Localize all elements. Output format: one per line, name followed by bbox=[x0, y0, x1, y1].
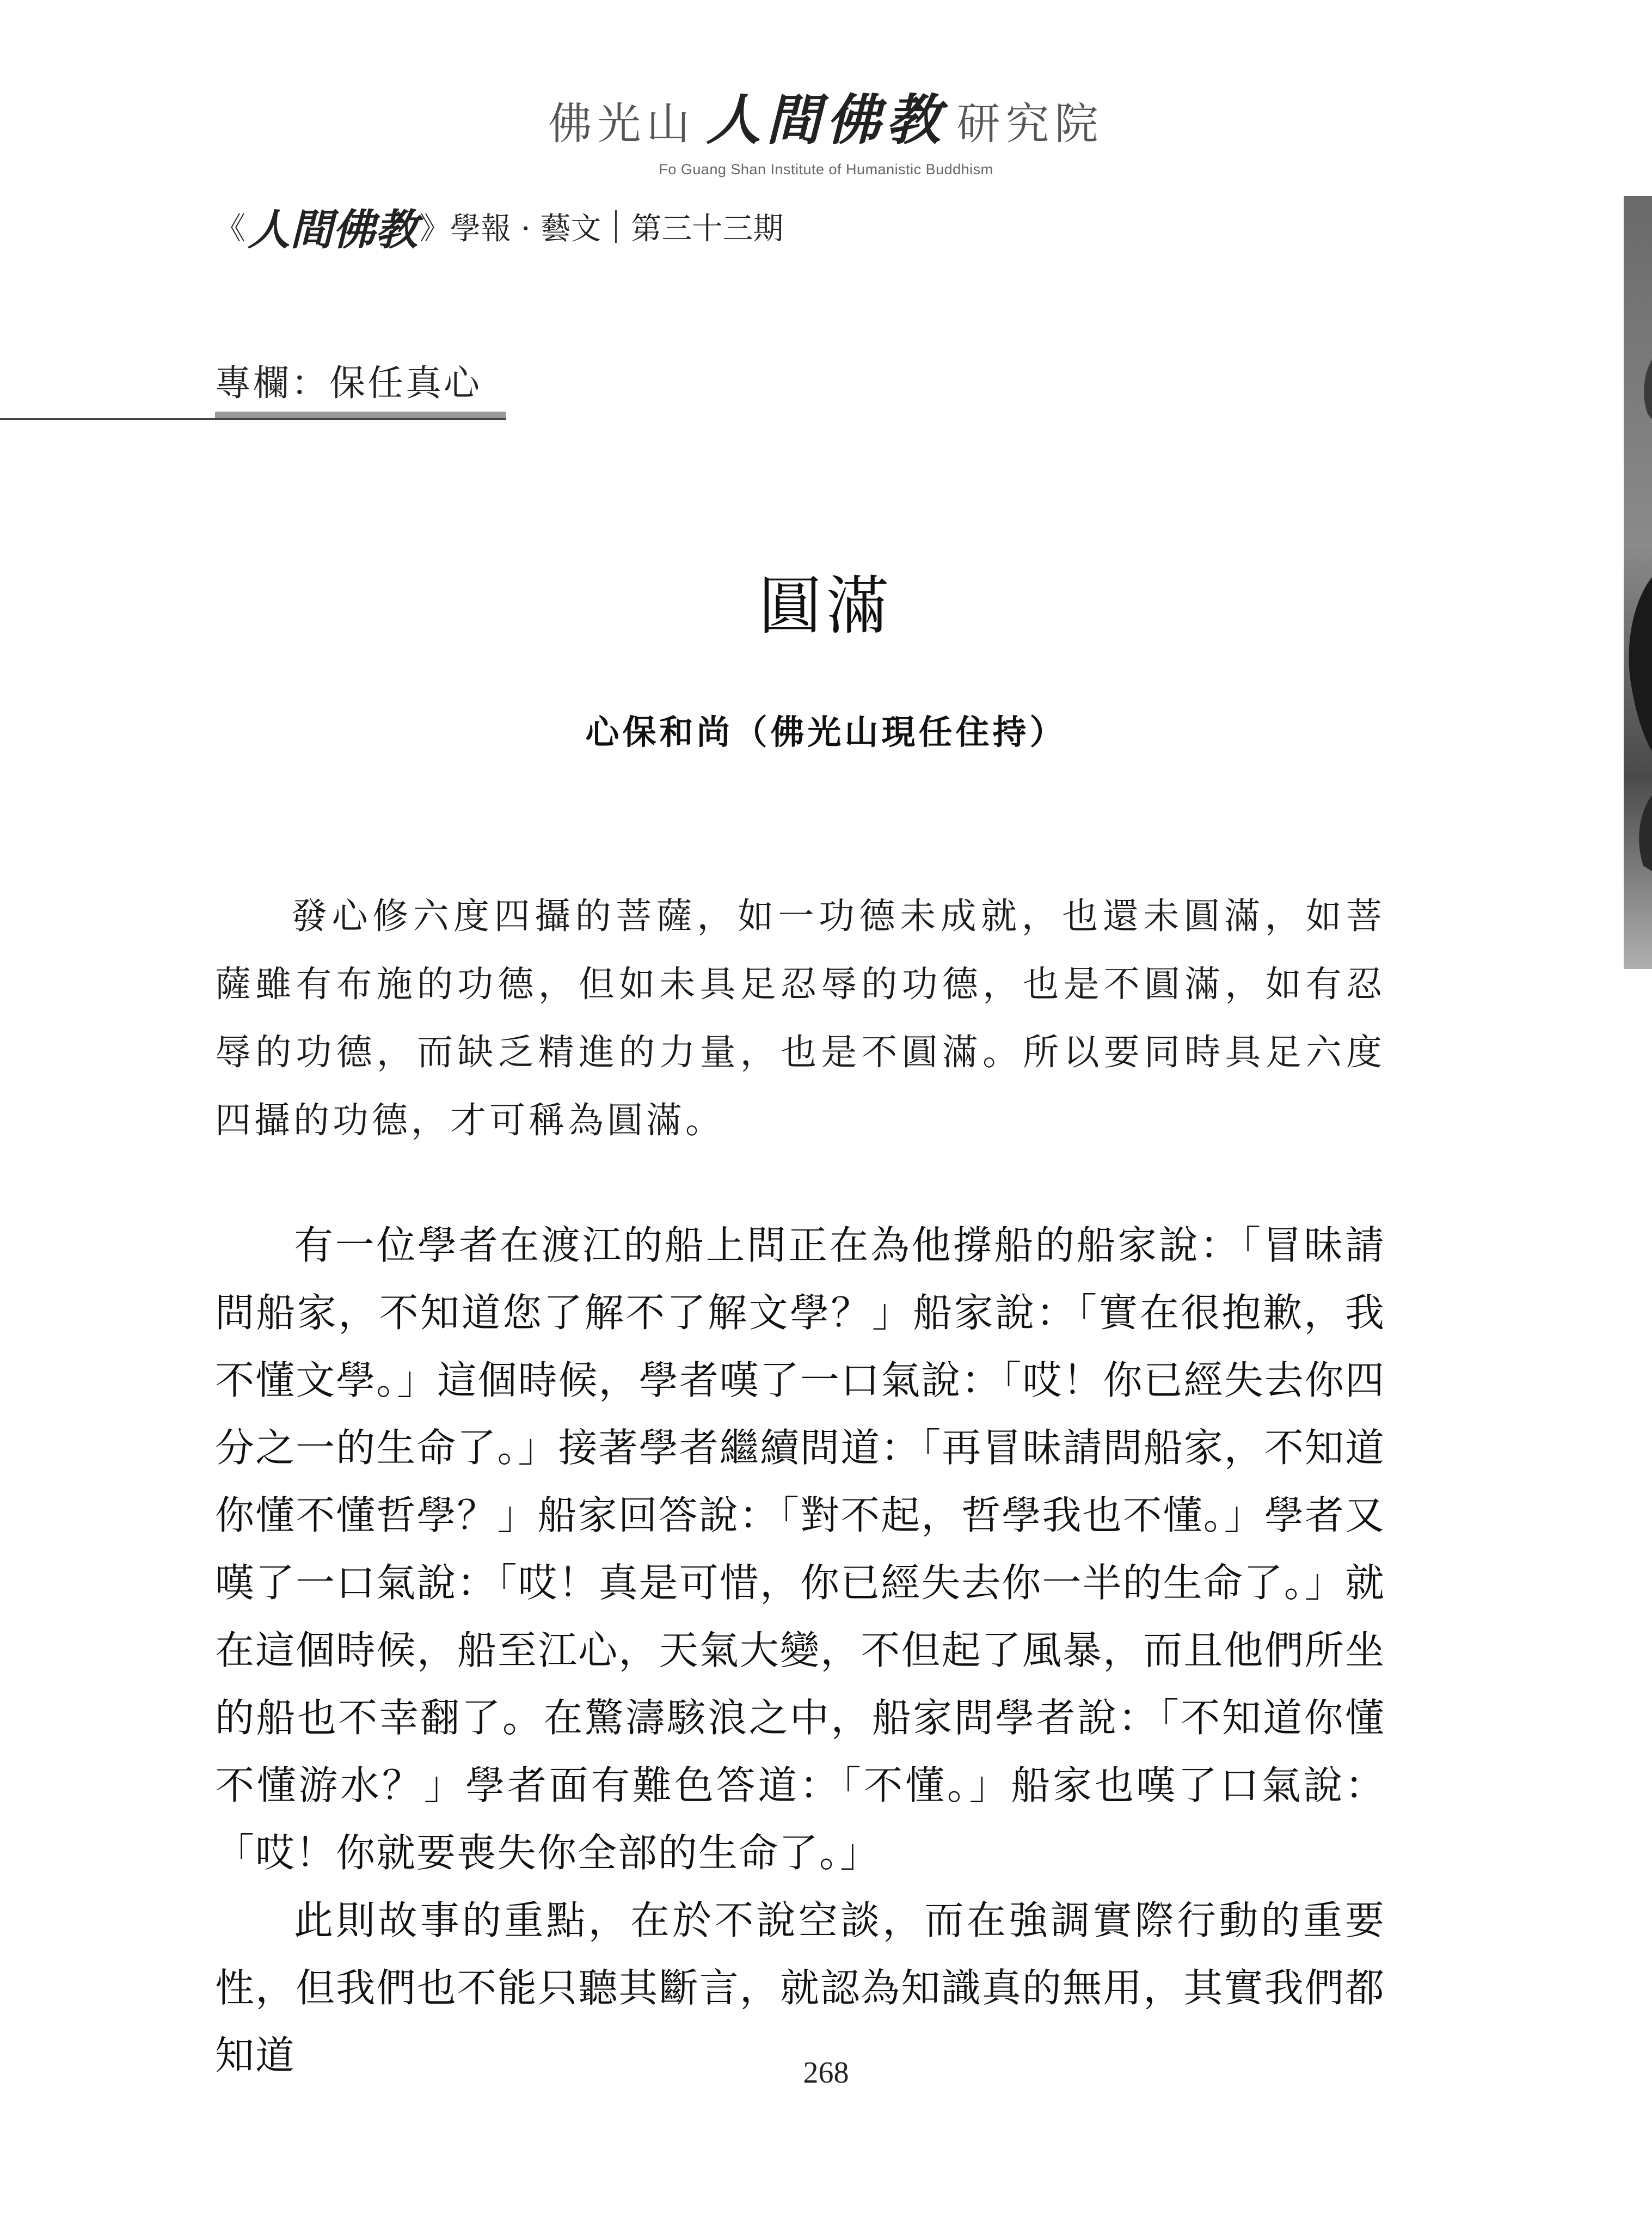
journal-brand: 人間佛教 bbox=[248, 205, 418, 255]
article-author: 心保和尚（佛光山現任住持） bbox=[585, 712, 1067, 752]
intro-paragraph: 發心修六度四攝的菩薩，如一功德未成就，也還未圓滿，如菩薩雖有布施的功德，但如未具足忍辱的功德，也是不圓滿，如有忍辱的功德，而缺乏精進的力量，也是不圓滿。所以要同時具足六度四攝的功德，才可稱為圓滿。 bbox=[215, 895, 1385, 1141]
column-rule-accent bbox=[215, 412, 506, 418]
institute-header bbox=[0, 76, 1652, 178]
story-paragraph: 有一位學者在渡江的船上問正在為他撐船的船家說：「冒昧請問船家，不知道您了解不了解文學？」船家說：「實在很抱歉，我不懂文學。」這個時候，學者嘆了一口氣說：「哎！你已經失去你四分之一的生命了。」接著學者繼續問道：「再冒昧請問船家，不知道你懂不懂哲學？」船家回答說：「對不起，哲學我也不懂。」學者又嘆了一口氣說：「哎！真是可惜，你已經失去你一半的生命了。」就在這個時候，船至江心，天氣大變，不但起了風暴，而且他們所坐的船也不幸翻了。在驚濤駭浪之中，船家問學者說：「不知道你懂不懂游水？」學者面有難色答道：「不懂。」船家也嘆了口氣說：「哎！你就要喪失你全部的生命了。」 bbox=[215, 1222, 1385, 1876]
journal-open-bracket: 《 bbox=[215, 211, 245, 247]
ink-painting-fragment bbox=[1624, 196, 1652, 969]
institute-english-name: Fo Guang Shan Institute of Humanistic Buddhism bbox=[659, 161, 993, 177]
column-rule bbox=[0, 418, 506, 420]
institute-prefix: 佛光山 bbox=[548, 99, 696, 149]
story-paragraph: 此則故事的重點，在於不說空談，而在強調實際行動的重要性，但我們也不能只聽其斷言，就認為知識真的無用，其實我們都知道 bbox=[215, 1897, 1385, 2078]
journal-issue: 第三十三期 bbox=[631, 211, 784, 247]
running-head-divider bbox=[615, 210, 617, 243]
institute-suffix: 研究院 bbox=[956, 99, 1104, 149]
journal-running-head bbox=[215, 196, 783, 257]
article-title: 圓滿 bbox=[758, 570, 894, 643]
journal-name: 》學報 · 藝文 bbox=[420, 211, 601, 247]
institute-name bbox=[549, 76, 1104, 155]
institute-brand-logo: 人間佛教 bbox=[706, 88, 946, 152]
story-body bbox=[215, 1211, 1385, 2089]
column-label: 專欄：保任真心 bbox=[215, 362, 482, 404]
page-number: 268 bbox=[803, 2056, 849, 2090]
